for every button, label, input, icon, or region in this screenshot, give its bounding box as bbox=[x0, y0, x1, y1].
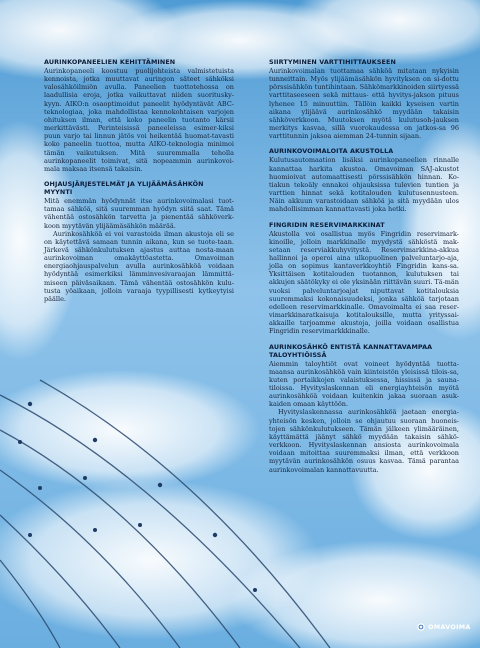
right-column bbox=[269, 58, 459, 481]
section-heading: OHJAUSJÄRJESTELMÄT JA YLIJÄÄMÄSÄHKÖN MYYNTI bbox=[44, 180, 204, 197]
section-aurinkovoimaloita-akustolla bbox=[269, 147, 459, 213]
section-heading: AURINKOVOIMALOITA AKUSTOLLA bbox=[269, 147, 394, 156]
omavoima-logo bbox=[417, 623, 471, 631]
section-paragraph: Mitä enemmän hyödynnät itse aurinkovoimalasi tuot-tamaa sähköä, sitä suuremman hyödyn siitä saat. Tämä vähentää ostosähkön tarvetta ja pienentää sähköverk-koon myytävän ylijäämäsähkön määrää. bbox=[44, 197, 234, 230]
omavoima-logo-icon bbox=[417, 623, 425, 631]
section-paragraph: Aurinkopaneeli koostuu puolijohteista valmistetuista kennoista, jotka muuttavat auringon säteet sähköksi valosähköilmiön avulla. Paneelien tuottotehossa on laadullisia eroja, jotka vaikuttavat niiden suoritusky-kyyn. AIKO:n osaoptimoidut paneelit hyödyntävät ABC-teknologiaa, joka mahdollistaa kennokohtaisen varjojen ohituksen ilman, että koko paneelin tuotanto kärsii merkittävästi. Perinteisissä paneeleissa esimer-kiksi puun varjo tai linnun jätös voi heikentää huomat-tavasti koko paneelin tuottoa, mutta AIKO-teknologia minimoi tämän vaikutuksen. Mitä suuremmalla teholla aurinkopaneelit toimivat, sitä nopeammin aurinkovoi-mala maksaa itsensä takaisin. bbox=[44, 67, 234, 173]
section-heading: AURINKOSÄHKÖ ENTISTÄ KANNATTAVAMPAA TALOYHTIÖISSÄ bbox=[269, 342, 433, 359]
section-heading: SIIRTYMINEN VARTTIHITTAUKSEEN bbox=[269, 58, 396, 66]
left-column bbox=[44, 58, 234, 310]
section-aurinkopaneelien-kehittaminen bbox=[44, 58, 234, 173]
section-heading: AURINKOPANEELIEN KEHITTÄMINEN bbox=[44, 58, 176, 66]
section-siirtyminen-varttihittaukseen bbox=[269, 58, 459, 140]
section-heading: FINGRIDIN RESERVIMARKKINAT bbox=[269, 220, 385, 229]
section-paragraph: Aiemmin taloyhtiöt ovat voineet hyödyntää tuotta-maansa aurinkosähköä vain kiinteistön yleisissä tilois-sa, kuten portaikkojen valaistuksessa, hississä ja sauna-tiloissa. Hyvityslaskennan eli energiayhteisön myötä aurinkosähköä voidaan kuitenkin jakaa suoraan asuk-kaiden omaan käyttöön. bbox=[269, 359, 459, 409]
section-paragraph: Aurinkovoimalan tuottamaa sähköä mitataan nykyisin tunneittain. Myös ylijäämäsähkön hyvityksen on si-dottu pörssisähkön tuntihintaan. Sähkömarkkinoiden siirtyessä varttitaseeseen sekä mittaus- että hyvitys-jakson pituus lyhenee 15 minuuttiin. Tällöin kaikki kyseisen vartin aikana ylijäävä aurinkosähkö myydään takaisin sähköverkkoon. Muutoksen myötä kulutusoh-jauksen merkitys kasvaa, sillä vuorokaudessa on jatkos-sa 96 varttitunnin jaksoa aiemman 24-tunnin sijaan. bbox=[269, 67, 459, 141]
section-fingridin-reservimarkkinat bbox=[269, 221, 459, 336]
section-taloyhtiot bbox=[269, 343, 459, 474]
section-paragraph: Hyvityslaskennassa aurinkosähköä jaetaan energia-yhteisön kesken, jolloin se ohjautuu suoraan huoneis-tojen sähkönkulutukseen. Tämän jälkeen ylimääräinen, käyttämättä jäänyt sähkö myydään takaisin sähkö-verkkoon. Hyvityslaskennan ansiosta aurinkovoimala voidaan mitoittaa suuremmaksi ilman, että verkkoon myytävän aurinkosähkön osuus kasvaa. Tämä parantaa aurinkovoimalan kannattavuutta. bbox=[269, 408, 459, 474]
section-ohjausjarjestelmat bbox=[44, 180, 234, 303]
section-paragraph: Aurinkosähköä ei voi varastoida ilman akustoja eli se on käytettävä samaan tunnin aikana, kun se tuote-taan. Järkevä sähkönkulutuksen ajastus auttaa nosta-maan aurinkovoiman omakäyttöastetta. Omavoiman energiaohjauspalvelun avulla aurinkosähköä voidaan hyödyntää esimerkiksi lämminvesivaraajan lämmittä-miseen päiväsaikaan. Tämä vähentää ostosähkön kulu-tusta yöaikaan, jolloin varaaja tyypillisesti kytkeytyisi päälle. bbox=[44, 229, 234, 303]
logo-text: OMAVOIMA bbox=[428, 623, 471, 631]
section-paragraph: Kulutusautomaation lisäksi aurinkopaneelien rinnalle kannattaa harkita akustoa. Omavoiman SAJ-akustot huomioivat automaattisesti pörssisähkön hinnan. Ko-tiakun tekoäly ennakoi ohjauksissa tulevien tuntien ja varttien hinnat sekä kotitalouden kulutusennusteen. Näin akkuun varastoidaan sähköä ja sitä myydään ulos mahdollisimman kannattavasti joka hetki. bbox=[269, 156, 459, 214]
section-paragraph: Akustolla voi osallistua myös Fingridin reservimark-kinoille, jolloin markkinalle myydystä sähköstä mak-setaan reserviakkuhyvitystä. Reservimarkkina-akkua hallinnoi ja operoi aina ulkopuolinen palveluntarjo-aja, jolla on sopimus kantaverkkoyhtiö Fingridin kans-sa. Yksittäisen kotitalouden tuotannon, kulutuksen tai akkujen säätökyky ei ole yksinään riittävän suuri. Tä-män vuoksi palveluntarjoajat niputtavat kotitalouksia suuremmaksi kokonaisuudeksi, jonka sähköä tarjotaan edelleen reservimarkkinalle. Omavoimalta ei saa reser-vimarkkinaratkaisuja kotitalouksille, mutta yrityssai-akkaille tarjoamme akustoja, joilla voidaan osallistua Fingridin reservimarkkkinalle. bbox=[269, 229, 459, 336]
